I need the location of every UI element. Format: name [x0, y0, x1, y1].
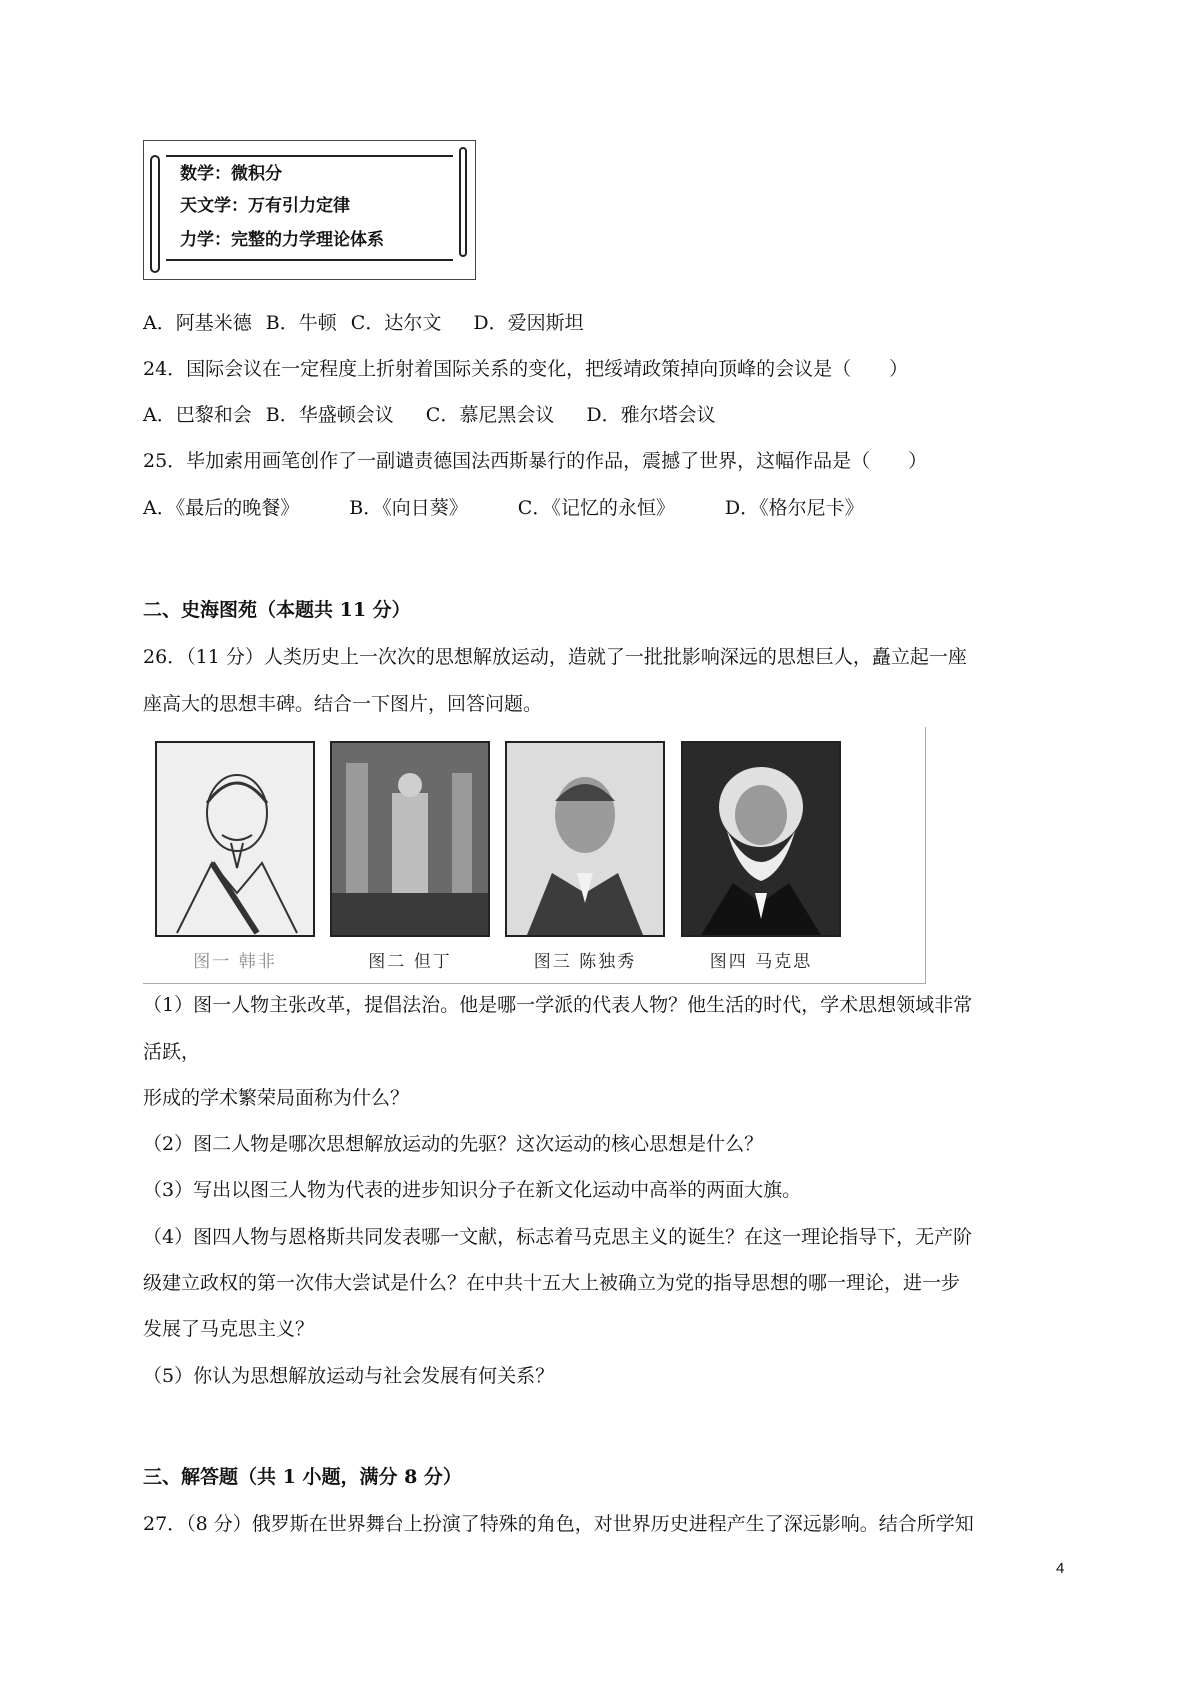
scroll-item-math: 数学：微积分	[180, 164, 282, 184]
portrait-han-fei	[155, 741, 315, 937]
q26-sub4-line2: 级建立政权的第一次伟大尝试是什么？在中共十五大上被确立为党的指导思想的哪一理论，进一步	[143, 1272, 961, 1294]
caption-3: 图三 陈独秀	[533, 952, 637, 972]
q25-option-d: D．《格尔尼卡》	[724, 497, 864, 519]
q26-sub4-line3: 发展了马克思主义？	[143, 1318, 315, 1340]
q24-option-b: B．华盛顿会议	[265, 404, 394, 426]
q24-stem: 24．国际会议在一定程度上折射着国际关系的变化，把绥靖政策掉向顶峰的会议是（ ）	[143, 358, 909, 380]
q24-options	[143, 403, 716, 427]
q26-sub3: （3）写出以图三人物为代表的进步知识分子在新文化运动中高举的两面大旗。	[143, 1179, 802, 1201]
caption-2: 图二 但丁	[368, 952, 452, 972]
q26-sub2: （2）图二人物是哪次思想解放运动的先驱？这次运动的核心思想是什么？	[143, 1133, 764, 1155]
q26-stem-line2: 座高大的思想丰碑。结合一下图片，回答问题。	[143, 693, 543, 715]
scroll-curl-left	[150, 155, 160, 273]
scroll-curl-right	[459, 147, 467, 257]
portrait-chen-duxiu	[505, 741, 665, 937]
section2-heading: 二、史海图苑（本题共 11 分）	[143, 599, 411, 621]
q26-sub5: （5）你认为思想解放运动与社会发展有何关系？	[143, 1365, 555, 1387]
portrait-dante	[330, 741, 490, 937]
q27-stem-line1: 27．（8 分）俄罗斯在世界舞台上扮演了特殊的角色，对世界历史进程产生了深远影响。结合所学知	[143, 1513, 974, 1535]
portrait-marx	[681, 741, 841, 937]
portrait-card-3	[505, 741, 665, 979]
caption-1: 图一 韩非	[193, 952, 277, 972]
q23-option-a: A．阿基米德	[143, 312, 252, 334]
q25-option-b: B．《向日葵》	[349, 497, 468, 519]
scroll-item-mechanics: 力学：完整的力学理论体系	[180, 230, 384, 250]
portrait-card-2	[330, 741, 490, 979]
q24-option-a: A．巴黎和会	[143, 404, 252, 426]
q23-options	[143, 311, 584, 335]
section3-heading: 三、解答题（共 1 小题，满分 8 分）	[143, 1466, 462, 1488]
q23-option-d: D．爱因斯坦	[473, 312, 584, 334]
portraits-panel	[143, 727, 926, 984]
scroll-illustration	[143, 140, 476, 280]
q26-sub4-line1: （4）图四人物与恩格斯共同发表哪一文献，标志着马克思主义的诞生？在这一理论指导下，无产阶	[143, 1226, 973, 1248]
q23-option-c: C．达尔文	[350, 312, 442, 334]
page-number: 4	[1056, 1560, 1065, 1577]
q26-stem-line1: 26．（11 分）人类历史上一次次的思想解放运动，造就了一批批影响深远的思想巨人，矗立起一座	[143, 646, 967, 668]
q26-sub1-line2: 活跃，	[143, 1041, 201, 1063]
portrait-card-1	[155, 741, 315, 979]
scroll-item-astronomy: 天文学：万有引力定律	[180, 196, 350, 216]
q25-option-c: C．《记忆的永恒》	[517, 497, 675, 519]
caption-4: 图四 马克思	[709, 952, 813, 972]
q24-option-c: C．慕尼黑会议	[425, 404, 555, 426]
q23-option-b: B．牛顿	[265, 312, 337, 334]
q26-sub1-line3: 形成的学术繁荣局面称为什么？	[143, 1087, 410, 1109]
q25-options	[143, 496, 864, 520]
q25-stem: 25．毕加索用画笔创作了一副谴责德国法西斯暴行的作品，震撼了世界，这幅作品是（ ）	[143, 450, 928, 472]
q25-option-a: A．《最后的晚餐》	[143, 497, 300, 519]
q26-sub1-line1: （1）图一人物主张改革，提倡法治。他是哪一学派的代表人物？他生活的时代，学术思想领域非常	[143, 994, 973, 1016]
portrait-card-4	[681, 741, 841, 979]
q24-option-d: D．雅尔塔会议	[586, 404, 716, 426]
